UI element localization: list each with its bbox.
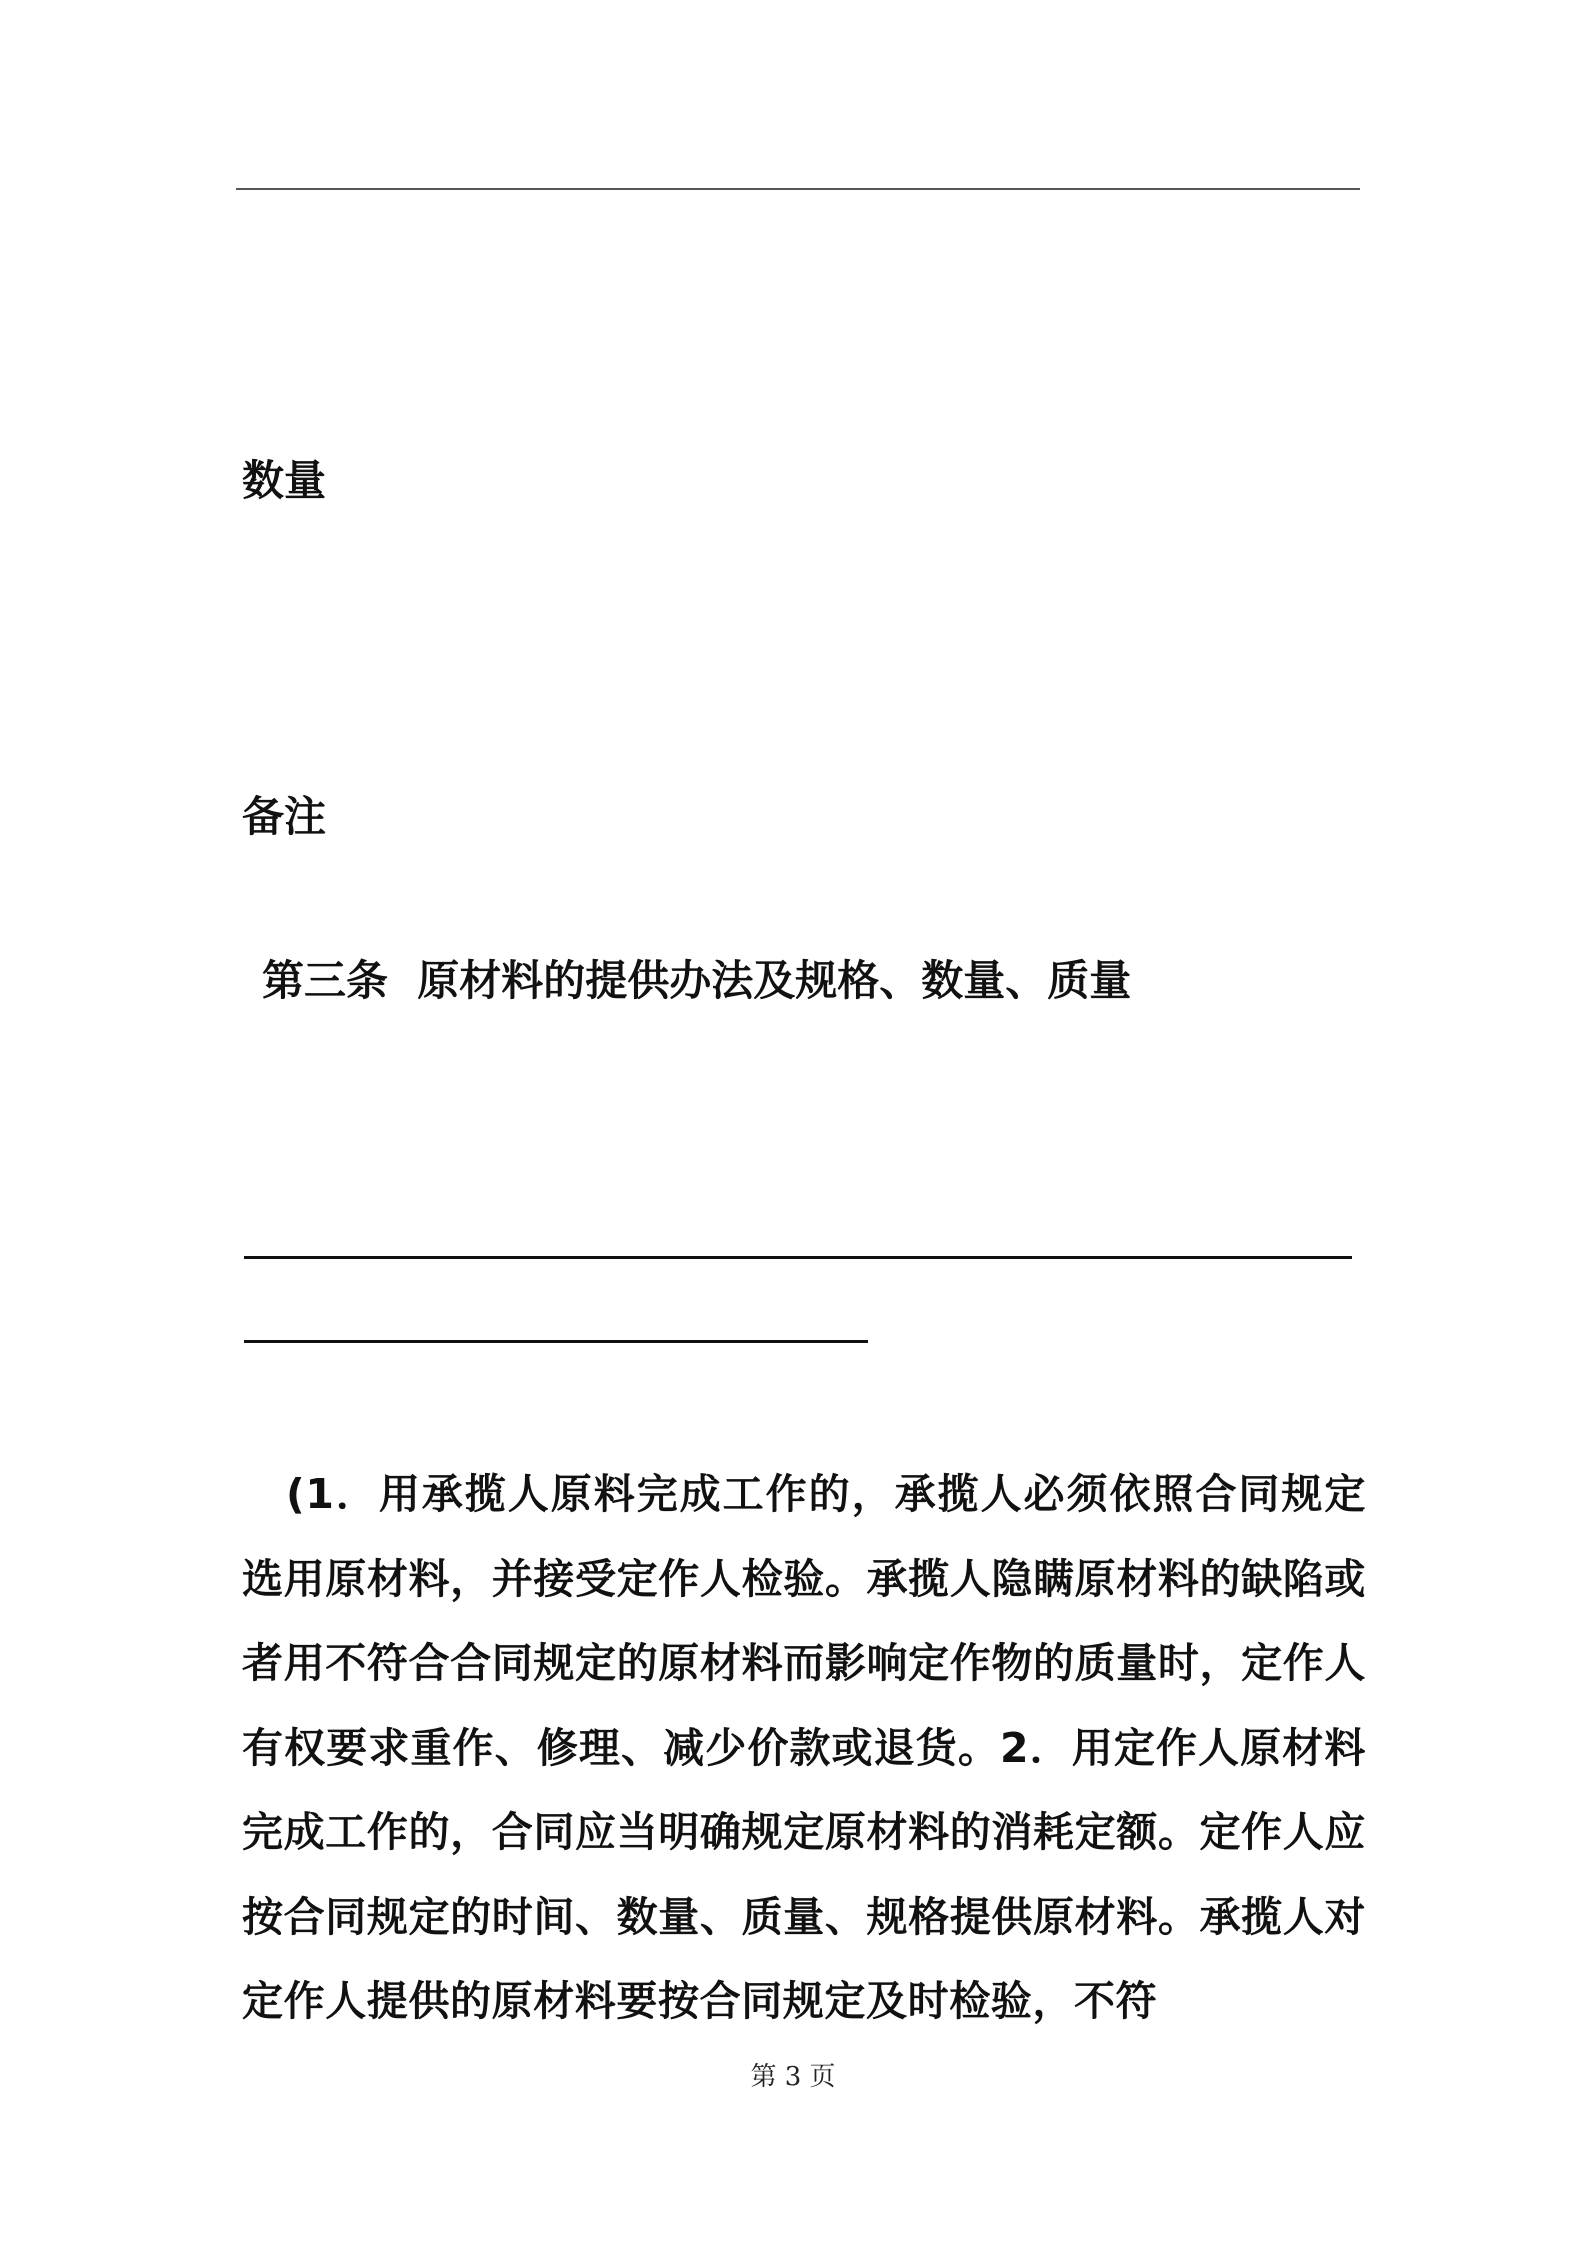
clause-body-paragraph: (1．用承揽人原料完成工作的，承揽人必须依照合同规定选用原材料，并接受定作人检验。承揽人隐瞒原材料的缺陷或者用不符合合同规定的原材料而影响定作物的质量时，定作人有权要求重作、修理、减少价款或退货。2．用定作人原材料完成工作的，合同应当明确规定原材料的消耗定额。定作人应按合同规定的时间、数量、质量、规格提供原材料。承揽人对定作人提供的原材料要按合同规定及时检验，不符 [242, 1470, 1366, 2025]
quantity-label: 数量 [242, 456, 327, 505]
remarks-label: 备注 [242, 792, 327, 841]
header-rule [236, 188, 1360, 190]
fill-in-blank-line [244, 1256, 1352, 1259]
clause-heading: 第三条 原材料的提供办法及规格、数量、质量 [262, 956, 1132, 1005]
page-number: 第 3 页 [750, 2062, 836, 2092]
fill-in-blank-line [244, 1340, 868, 1343]
